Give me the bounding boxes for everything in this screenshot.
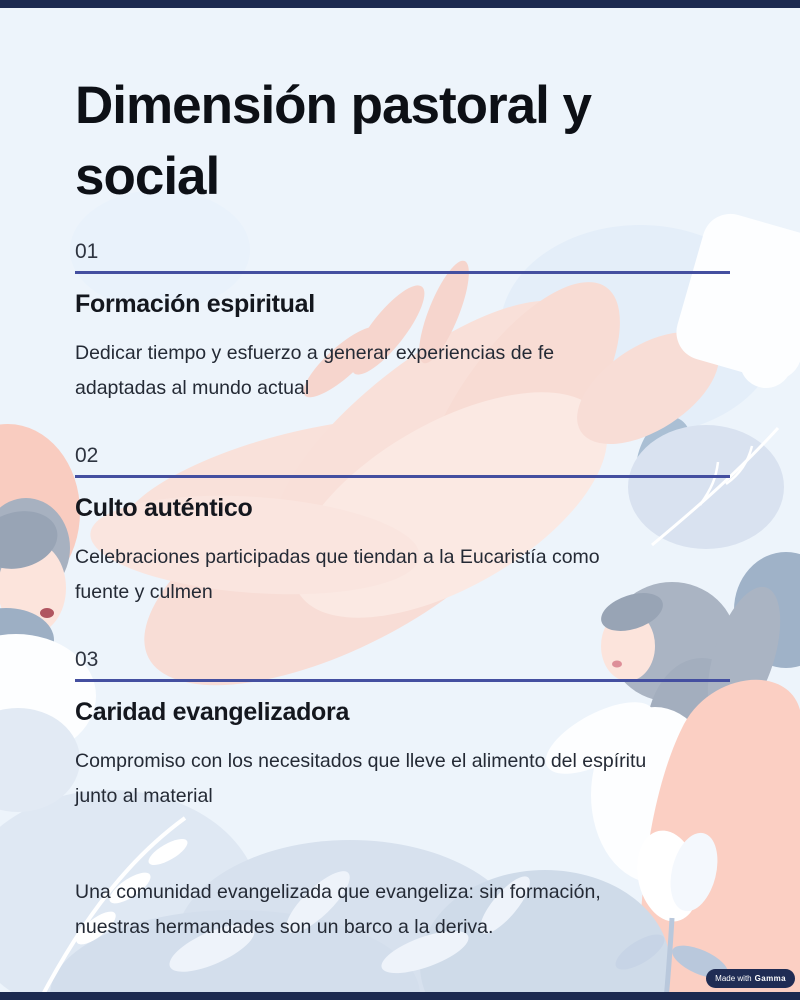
made-with-gamma-badge[interactable] — [706, 969, 795, 988]
section-culto-autentico — [75, 444, 730, 610]
section-body-line1: Compromiso con los necesitados que lleve el alimento del espíritu — [75, 750, 647, 772]
section-heading: Formación espiritual — [75, 290, 315, 318]
divider-line — [75, 679, 730, 682]
closing-line1: Una comunidad evangelizada que evangeliza: sin formación, — [75, 880, 601, 903]
section-body — [75, 744, 730, 814]
closing-statement — [75, 875, 765, 945]
bottom-frame-bar — [0, 992, 800, 1000]
page-title-line2: social — [75, 147, 220, 206]
badge-brand: Gamma — [754, 974, 786, 983]
closing-line2: nuestras hermandades son un barco a la deriva. — [75, 915, 494, 938]
section-number: 03 — [75, 648, 99, 671]
section-body-line1: Celebraciones participadas que tiendan a la Eucaristía como — [75, 546, 600, 568]
page-title — [75, 70, 591, 212]
section-body-line2: junto al material — [75, 785, 213, 807]
divider-line — [75, 475, 730, 478]
section-body-line1: Dedicar tiempo y esfuerzo a generar experiencias de fe — [75, 342, 555, 364]
section-formacion-espiritual — [75, 240, 730, 406]
section-body-line2: fuente y culmen — [75, 581, 213, 603]
section-caridad-evangelizadora — [75, 648, 730, 814]
section-heading: Culto auténtico — [75, 494, 253, 522]
section-body-line2: adaptadas al mundo actual — [75, 377, 310, 399]
badge-prefix: Made with — [715, 974, 752, 983]
section-heading: Caridad evangelizadora — [75, 698, 350, 726]
section-number: 01 — [75, 240, 99, 263]
section-body — [75, 540, 730, 610]
page-title-line1: Dimensión pastoral y — [75, 76, 592, 135]
top-frame-bar — [0, 0, 800, 8]
divider-line — [75, 271, 730, 274]
section-body — [75, 336, 730, 406]
section-number: 02 — [75, 444, 99, 467]
